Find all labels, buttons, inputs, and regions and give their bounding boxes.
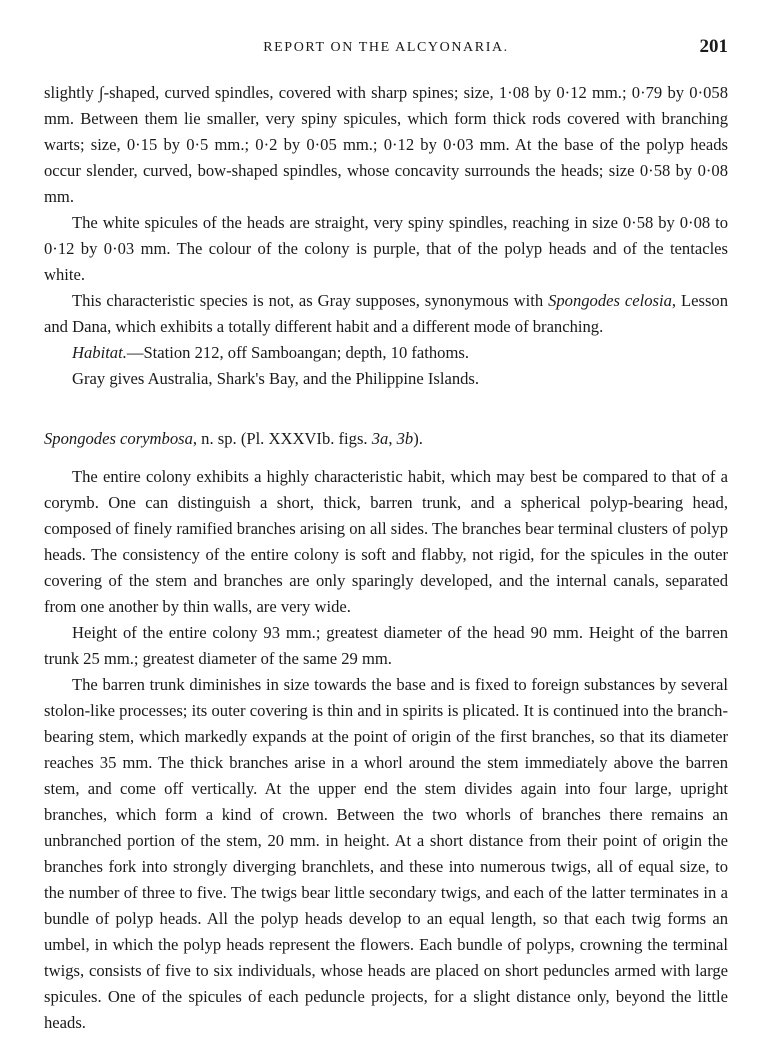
running-title: REPORT ON THE ALCYONARIA. xyxy=(263,40,509,55)
paragraph: The entire colony exhibits a highly characteristic habit, which may best be compared to that of a corymb. One can distinguish a short, thick, barren trunk, and a spherical polyp-bearing head, composed of finely ramified branches arising on all sides. The branches bear terminal clusters of polyp heads. The consistency of the entire colony is soft and flabby, not rigid, for the spicules in the outer covering of the stem and branches are only sparingly developed, and the internal canals, separated from one another by thin walls, are very wide. xyxy=(44,467,728,616)
page-number: 201 xyxy=(699,36,728,57)
species-heading: Spongodes corymbosa, n. sp. (Pl. XXXVIb. figs. 3a, 3b). xyxy=(44,429,423,448)
section-gap xyxy=(44,392,728,426)
paragraph: slightly ∫-shaped, curved spindles, covered with sharp spines; size, 1·08 by 0·12 mm.; 0·79 by 0·058 mm. Between them lie smaller, very spiny spicules, which form thick rods covered with branching warts; size, 0·15 by 0·5 mm.; 0·2 by 0·05 mm.; 0·12 by 0·03 mm. At the base of the polyp heads occur slender, curved, bow-shaped spindles, whose concavity surrounds the heads; size 0·58 by 0·08 mm. xyxy=(44,83,728,206)
section-gap xyxy=(44,452,728,464)
paragraph: The white spicules of the heads are straight, very spiny spindles, reaching in size 0·58 by 0·08 to 0·12 by 0·03 mm. The colour of the colony is purple, that of the polyp heads and of the tentacles white. xyxy=(44,213,728,284)
habitat-line: Habitat.—Station 212, off Samboangan; depth, 10 fathoms. xyxy=(72,343,469,362)
habitat-label: Habitat. xyxy=(72,343,127,362)
paragraph: This characteristic species is not, as Gray supposes, synonymous with Spongodes celosia, Lesson and Dana, which exhibits a totally different habit and a different mode of branching. xyxy=(44,291,728,336)
paragraph: Height of the entire colony 93 mm.; greatest diameter of the head 90 mm. Height of the barren trunk 25 mm.; greatest diameter of the same 29 mm. xyxy=(44,623,728,668)
paragraph: Gray gives Australia, Shark's Bay, and the Philippine Islands. xyxy=(72,369,480,388)
body-text xyxy=(44,80,728,1036)
taxon-name: Spongodes celosia xyxy=(548,291,672,310)
running-header xyxy=(44,36,728,60)
page xyxy=(44,36,728,1036)
paragraph: The barren trunk diminishes in size towards the base and is fixed to foreign substances by several stolon-like processes; its outer covering is thin and in spirits is plicated. It is continued into the branch-bearing stem, which markedly expands at the point of origin of the first branches, so that its diameter reaches 35 mm. The thick branches arise in a whorl around the stem immediately above the barren stem, and come off vertically. At the upper end the stem divides again into four large, upright branches, which form a kind of crown. Between the two whorls of branches there remains an unbranched portion of the stem, 20 mm. in height. At a short distance from their point of origin the branches fork into strongly diverging branchlets, and these into numerous twigs, all of equal size, to the number of three to five. The twigs bear little secondary twigs, and each of the latter terminates in a bundle of polyp heads. All the polyp heads develop to an equal length, so that each twig forms an umbel, in which the polyp heads represent the flowers. Each bundle of polyps, crowning the terminal twigs, consists of five to six individuals, whose heads are placed on short peduncles armed with large spicules. One of the spicules of each peduncle projects, for a slight distance only, beyond the little heads. xyxy=(44,675,728,1032)
